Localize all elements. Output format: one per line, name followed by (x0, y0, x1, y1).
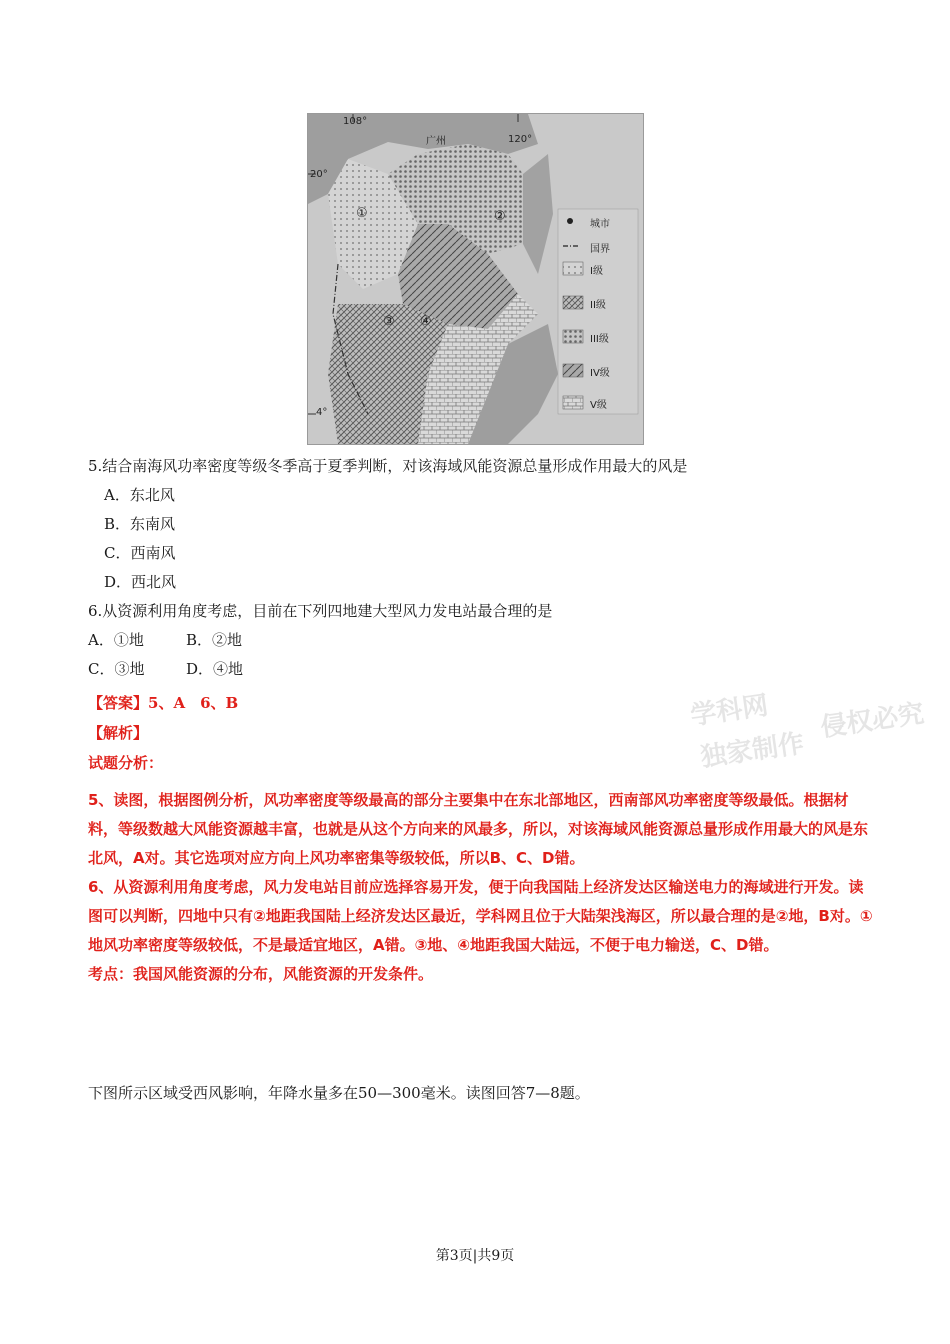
legend-level5-swatch (563, 396, 583, 409)
answer-text: 5、A 6、B (148, 694, 239, 712)
watermark-xueke: 学科网 (688, 690, 771, 732)
region-mark-1: ① (356, 206, 368, 221)
q6-option-a: A．①地 (88, 631, 144, 649)
watermark-qinquan: 侵权必究 (818, 698, 926, 744)
region-mark-3: ③ (383, 314, 395, 329)
analysis-kaodian: 考点：我国风能资源的分布，风能资源的开发条件。 (88, 965, 434, 983)
watermark-dujia: 独家制作 (698, 728, 806, 774)
city-label-guangzhou: 广州 (426, 136, 446, 147)
q6-option-b: B．②地 (186, 631, 243, 649)
q5-stem: 5.结合南海风功率密度等级冬季高于夏季判断，对该海域风能资源总量形成作用最大的风是 (88, 457, 688, 475)
next-section-intro: 下图所示区域受西风影响，年降水量多在50—300毫米。读图回答7—8题。 (88, 1084, 590, 1102)
legend-level4-label: IV级 (590, 368, 610, 379)
q6-option-d: D．④地 (186, 660, 244, 678)
legend-city-mark (567, 218, 573, 224)
q6-stem: 6.从资源利用角度考虑，目前在下列四地建大型风力发电站最合理的是 (88, 602, 553, 620)
q6-option-c: C．③地 (88, 660, 145, 678)
wind-power-map-figure (307, 113, 644, 445)
region-mark-4: ④ (420, 314, 432, 329)
lon-right-label: 120° (508, 134, 533, 145)
q5-option-b: B．东南风 (104, 515, 176, 533)
analysis-paragraph-6: 6、从资源利用角度考虑，风力发电站目前应选择容易开发，便于向我国陆上经济发达区输送电力的海域进行开发。读图可以判断，四地中只有②地距我国陆上经济发达区最近，学科网且位于大陆架浅海区，所以最合理的是②地，B对。①地风功率密度等级较低，不是最适宜地区，A错。③地、④地距我国大陆远，不便于电力输送，C、D错。 (88, 878, 873, 954)
answer-line (88, 692, 238, 713)
legend-city-label: 城市 (590, 219, 610, 230)
analysis-body (88, 786, 878, 989)
island-east (523, 154, 553, 274)
map-graphic (308, 114, 643, 444)
lon-left-label: 108° (343, 116, 368, 127)
legend-border-label: 国界 (590, 244, 610, 255)
legend-level4-swatch (563, 364, 583, 377)
legend-level1-swatch (563, 262, 583, 275)
legend-level3-label: III级 (590, 334, 609, 345)
legend-level2-swatch (563, 296, 583, 309)
legend-level2-label: II级 (590, 300, 606, 311)
lat-bottom-label: 4° (316, 407, 328, 418)
region-mark-2: ② (494, 209, 506, 224)
legend-level5-label: V级 (590, 400, 607, 411)
legend-level3-swatch (563, 330, 583, 343)
analysis-intro: 试题分析： (88, 754, 164, 772)
lat-top-label: 20° (310, 169, 328, 180)
analysis-label: 【解析】 (88, 724, 149, 742)
q5-option-a: A．东北风 (104, 486, 175, 504)
analysis-paragraph-5: 5、读图，根据图例分析，风功率密度等级最高的部分主要集中在东北部地区，西南部风功率密度等级最低。根据材料，等级数越大风能资源越丰富，也就是从这个方向来的风最多，所以，对该海域风能资源总量形成作用最大的风是东北风，A对。其它选项对应方向上风功率密集等级较低，所以B、C、D错。 (88, 791, 869, 867)
page-footer: 第3页|共9页 (435, 1248, 515, 1264)
answer-label: 【答案】 (88, 694, 149, 712)
q5-option-d: D．西北风 (104, 573, 177, 591)
q5-option-c: C．西南风 (104, 544, 176, 562)
legend-level1-label: I级 (590, 266, 603, 277)
